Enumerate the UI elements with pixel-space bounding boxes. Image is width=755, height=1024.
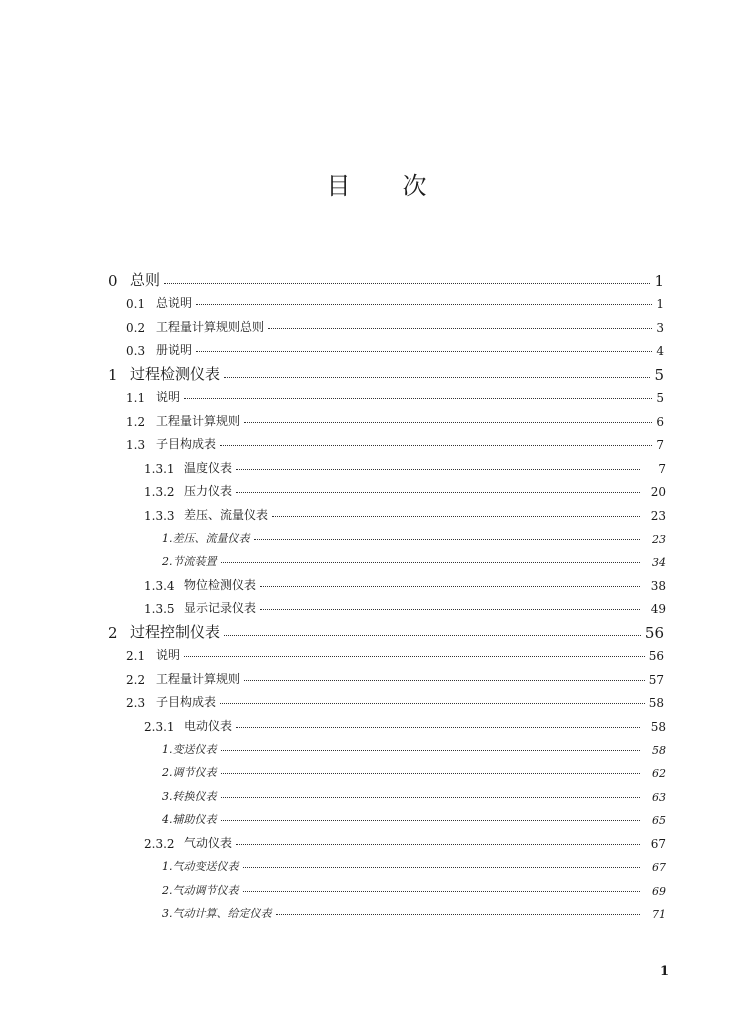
toc-leader-dots — [164, 283, 650, 284]
toc-entry-page: 6 — [656, 414, 664, 429]
toc-entry-page: 23 — [652, 532, 666, 546]
toc-entry-number: 2.3.2 — [144, 836, 175, 851]
toc-entry-number: 1.3.1 — [144, 461, 175, 476]
toc-entry-label: 过程控制仪表 — [130, 622, 221, 641]
toc-entry-page: 58 — [650, 719, 666, 734]
toc-entry[interactable] — [162, 526, 666, 546]
toc-entry[interactable] — [162, 878, 666, 898]
toc-entry-number: 2.3.1 — [144, 719, 175, 734]
toc-entry-label: 册说明 — [156, 343, 193, 358]
toc-entry-label: 1.变送仪表 — [162, 743, 217, 756]
toc-leader-dots — [220, 445, 652, 446]
toc-entry-number: 1 — [108, 365, 118, 384]
toc-entry[interactable] — [126, 291, 664, 311]
toc-entry[interactable] — [126, 385, 664, 405]
toc-leader-dots — [221, 750, 641, 751]
toc-entry-number: 2.1 — [126, 649, 146, 664]
toc-entry[interactable] — [126, 338, 664, 358]
toc-leader-dots — [254, 539, 641, 540]
toc-entry-page: 38 — [650, 578, 666, 593]
toc-leader-dots — [268, 328, 652, 329]
toc-leader-dots — [184, 398, 652, 399]
toc-entry-label: 过程检测仪表 — [130, 364, 221, 383]
toc-leader-dots — [243, 891, 641, 892]
toc-entry-label: 显示记录仪表 — [184, 601, 257, 616]
toc-entry-page: 57 — [648, 672, 664, 687]
toc-entry[interactable] — [126, 315, 664, 335]
toc-entry-page: 3 — [656, 320, 664, 335]
toc-entry-label: 总则 — [130, 271, 161, 289]
toc-entry-page: 7 — [658, 461, 666, 476]
toc-entry-label: 子目构成表 — [156, 437, 217, 452]
toc-entry-page: 71 — [652, 908, 666, 922]
title-char-1: 目 — [326, 172, 353, 200]
toc-entry-number: 1.3 — [126, 438, 146, 453]
toc-entry[interactable] — [162, 760, 666, 780]
toc-entry[interactable] — [162, 807, 666, 827]
toc-entry-number: 0 — [108, 272, 118, 290]
toc-leader-dots — [243, 867, 641, 868]
toc-entry-label: 工程量计算规则总则 — [156, 319, 265, 334]
toc-entry-number: 2.3 — [126, 696, 146, 711]
toc-entry-label: 2.节流装置 — [162, 555, 217, 569]
toc-leader-dots — [236, 727, 640, 728]
toc-entry[interactable] — [144, 831, 666, 851]
toc-entry-label: 1.气动变送仪表 — [162, 860, 239, 874]
toc-entry[interactable] — [126, 690, 664, 710]
toc-entry[interactable] — [144, 573, 666, 593]
toc-leader-dots — [220, 703, 645, 704]
toc-entry-page: 5 — [654, 365, 664, 384]
toc-entry-label: 1.差压、流量仪表 — [162, 531, 250, 545]
toc-entry-number: 2.2 — [126, 672, 146, 687]
toc-entry-page: 5 — [656, 391, 664, 406]
toc-entry-page: 69 — [652, 884, 666, 898]
toc-entry-page: 56 — [648, 649, 664, 664]
toc-entry-label: 气动仪表 — [184, 835, 233, 850]
toc-leader-dots — [236, 492, 640, 493]
toc-entry-label: 2.气动调节仪表 — [162, 883, 239, 897]
toc-entry[interactable] — [108, 362, 664, 384]
page-number: 1 — [660, 964, 670, 979]
toc-leader-dots — [221, 773, 641, 774]
toc-leader-dots — [260, 586, 640, 587]
toc-entry[interactable] — [126, 409, 664, 429]
toc-entry-label: 说明 — [156, 648, 181, 663]
toc-entry[interactable] — [144, 714, 666, 734]
toc-entry-number: 0.2 — [126, 320, 146, 335]
toc-leader-dots — [260, 609, 640, 610]
toc-entry-number: 0.3 — [126, 344, 146, 359]
toc-leader-dots — [244, 680, 645, 681]
toc-entry-page: 62 — [652, 767, 666, 781]
toc-entry-page: 58 — [652, 744, 666, 757]
toc-entry-label: 温度仪表 — [184, 460, 233, 475]
toc-entry[interactable] — [144, 456, 666, 476]
toc-entry-number: 1.3.2 — [144, 485, 175, 500]
toc-entry-number: 1.3.4 — [144, 578, 175, 593]
page-title — [0, 166, 755, 201]
toc-entry-number: 2 — [108, 623, 118, 642]
toc-entry-page: 34 — [652, 556, 666, 570]
toc-entry-number: 0.1 — [126, 297, 146, 312]
toc-entry-page: 67 — [650, 836, 666, 851]
toc-entry-page: 63 — [652, 790, 666, 804]
toc-entry-number: 1.3.3 — [144, 508, 175, 523]
toc-leader-dots — [224, 377, 650, 378]
toc-entry[interactable] — [126, 432, 664, 452]
toc-entry-page: 7 — [656, 438, 664, 453]
toc-entry-label: 2.调节仪表 — [162, 766, 217, 780]
toc-entry-label: 工程量计算规则 — [156, 671, 241, 686]
title-char-2: 次 — [402, 172, 429, 200]
toc-leader-dots — [221, 562, 641, 563]
toc-entry[interactable] — [162, 784, 666, 804]
toc-entry-label: 压力仪表 — [184, 484, 233, 499]
toc-leader-dots — [196, 351, 652, 352]
toc-entry-page: 56 — [644, 623, 664, 642]
toc-entry[interactable] — [144, 596, 666, 616]
toc-entry-label: 电动仪表 — [184, 718, 233, 733]
toc-entry[interactable] — [162, 549, 666, 569]
toc-entry-number: 1.2 — [126, 414, 146, 429]
toc-entry-page: 65 — [652, 814, 666, 828]
toc-entry-label: 子目构成表 — [156, 695, 217, 710]
toc-entry-page: 67 — [652, 861, 666, 875]
toc-leader-dots — [236, 844, 640, 845]
toc-leader-dots — [196, 304, 652, 305]
toc-entry-page: 1 — [656, 297, 664, 312]
toc-entry-page: 1 — [654, 272, 664, 290]
toc-entry-label: 总说明 — [156, 296, 193, 311]
toc-leader-dots — [236, 469, 640, 470]
toc-entry-label: 3.转换仪表 — [162, 789, 217, 803]
toc-entry-page: 58 — [648, 696, 664, 711]
toc-entry-page: 20 — [650, 485, 666, 500]
toc-entry[interactable] — [162, 901, 666, 921]
toc-entry-page: 23 — [650, 508, 666, 523]
toc-entry-label: 差压、流量仪表 — [184, 507, 269, 522]
toc-leader-dots — [276, 914, 641, 915]
toc-entry-page: 4 — [656, 344, 664, 359]
toc-leader-dots — [272, 516, 640, 517]
toc-entry[interactable] — [126, 643, 664, 663]
toc-entry-label: 3.气动计算、给定仪表 — [162, 907, 272, 921]
toc-entry[interactable] — [144, 503, 666, 523]
toc-entry[interactable] — [108, 268, 664, 290]
toc-leader-dots — [221, 820, 641, 821]
toc-entry-label: 工程量计算规则 — [156, 413, 241, 428]
toc-entry-number: 1.3.5 — [144, 602, 175, 617]
toc-leader-dots — [244, 422, 652, 423]
toc-entry[interactable] — [162, 737, 666, 757]
toc-entry-number: 1.1 — [126, 391, 146, 406]
toc-leader-dots — [224, 635, 641, 636]
toc-entry[interactable] — [144, 479, 666, 499]
toc-leader-dots — [184, 656, 645, 657]
toc-entry-label: 物位检测仪表 — [184, 577, 257, 592]
toc-entry[interactable] — [162, 854, 666, 874]
toc-entry-page: 49 — [650, 602, 666, 617]
toc-entry[interactable] — [108, 620, 664, 642]
toc-entry[interactable] — [126, 667, 664, 687]
toc-entry-label: 说明 — [156, 390, 181, 405]
toc-entry-label: 4.辅助仪表 — [162, 813, 217, 827]
toc-leader-dots — [221, 797, 641, 798]
